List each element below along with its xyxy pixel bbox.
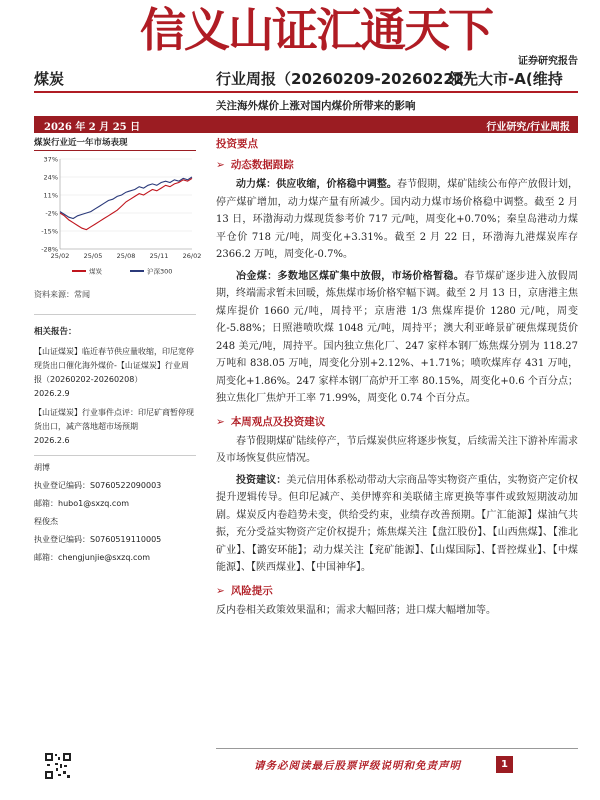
y-tick-label: 24% xyxy=(43,173,58,182)
right-column xyxy=(216,136,578,619)
footer-divider xyxy=(216,748,578,749)
paragraph-body: 美元信用体系松动带动大宗商品等实物资产重估，实物资产定价权提升逻辑传导。但印尼减产、美伊博弈和美联储主席更换等事件或致短期波动加剧。煤炭反内卷趋势未变，供给受约束，业绩存改善预期。【广汇能源】煤油气共振，充分受益实物资产定价权提升；炼焦煤关注【盘江股份】、【山西焦煤】、【淮北矿业】、【潞安环能】；动力煤关注【兖矿能源】、【山煤国际】、【晋控煤业】、【中煤能源】、【陕西煤业】、【中国神华】。 xyxy=(216,474,579,573)
analyst-cert: 执业登记编码：S0760522090003 xyxy=(34,481,162,490)
related-report-2-date: 2026.2.6 xyxy=(34,436,70,445)
sector-label: 煤炭 xyxy=(34,70,65,88)
investment-highlights-heading: 投资要点 xyxy=(216,138,258,150)
paragraph-lead: 冶金煤：多数地区煤矿集中放假，市场价格暂稳。 xyxy=(236,270,465,282)
analyst-cert: 执业登记编码：S0760519110005 xyxy=(34,535,162,544)
related-reports-title: 相关报告： xyxy=(34,327,77,337)
x-tick-label: 26/02 xyxy=(182,252,202,260)
x-tick-label: 25/05 xyxy=(83,252,103,260)
section-dynamic-data xyxy=(216,157,578,172)
y-tick-label: -15% xyxy=(41,227,58,236)
page-number: 1 xyxy=(496,756,513,773)
paragraph-met-coal xyxy=(216,268,578,408)
paragraph-lead: 投资建议： xyxy=(236,474,287,486)
x-tick-label: 25/11 xyxy=(149,252,169,260)
analyst-name: 程俊杰 xyxy=(34,517,58,526)
date-bar xyxy=(34,116,578,133)
report-date: 2026 年 2 月 25 日 xyxy=(44,122,141,133)
x-tick-label: 25/08 xyxy=(116,252,136,260)
paragraph-body: 春节假期，煤矿陆续公布停产放假计划，停产煤矿增加，动力煤产量有所减少。国内动力煤市场价格稳中调整。截至 2 月 13 日，环渤海动力煤现货参考价 717 元/吨，周变化+0.70%；秦皇岛港动力煤平仓价 718 元/吨，周变化+3.31%。截至 2 月 22 日，环渤海九港煤炭库存 2366.2 万吨，周变化-0.7%。 xyxy=(216,179,579,260)
disclaimer-text: 请务必阅读最后股票评级说明和免责声明 xyxy=(254,760,461,772)
paragraph-investment-advice xyxy=(216,472,578,577)
analyst-block xyxy=(34,462,196,564)
y-tick-label: 11% xyxy=(43,191,58,200)
x-tick-label: 25/02 xyxy=(50,252,70,260)
analyst-name: 胡博 xyxy=(34,463,50,472)
report-title: 行业周报（20260209-20260222） xyxy=(216,70,480,88)
performance-chart xyxy=(34,153,202,281)
section-risk xyxy=(216,583,578,598)
related-report-1-date: 2026.2.9 xyxy=(34,389,70,398)
logo-text: 信义山证汇通天下 xyxy=(140,3,492,57)
triangle-bullet-icon: ➢ xyxy=(216,415,225,428)
section-title: 风险提示 xyxy=(230,584,273,597)
chart-source: 资料来源：常闻 xyxy=(34,290,90,299)
section-title: 动态数据跟踪 xyxy=(230,159,294,171)
related-report-1[interactable]: 【山证煤炭】临近春节供应量收缩，印尼宽停现货出口催化海外煤价-【山证煤炭】行业周报（20260202-20260208） xyxy=(34,347,194,384)
legend-label: 沪深300 xyxy=(147,267,173,276)
analyst-divider xyxy=(34,455,196,456)
chart-heading: 煤炭行业近一年市场表现 xyxy=(34,136,196,151)
y-tick-label: -2% xyxy=(45,209,58,218)
analyst-email[interactable]: 邮箱：hubo1@sxzq.com xyxy=(34,499,130,508)
legend-label: 煤炭 xyxy=(89,267,102,276)
rating-label: 领先大市-A(维持 xyxy=(448,70,563,88)
y-tick-label: 37% xyxy=(43,155,58,164)
left-column xyxy=(34,136,202,564)
paragraph-outlook: 春节假期煤矿陆续停产，节后煤炭供应将逐步恢复，后续需关注下游补库需求及市场恢复供应情况。 xyxy=(216,435,578,464)
paragraph-thermal-coal xyxy=(216,176,578,264)
header-divider xyxy=(34,91,578,93)
section-title: 本周观点及投资建议 xyxy=(230,415,326,428)
paragraph-lead: 动力煤：供应收缩，价格稳中调整。 xyxy=(236,179,397,190)
analyst-email[interactable]: 邮箱：chengjunjie@sxzq.com xyxy=(34,553,151,562)
qr-code-icon xyxy=(44,752,72,780)
series-line-2 xyxy=(60,177,192,219)
report-subtitle: 关注海外煤价上涨对国内煤价所带来的影响 xyxy=(216,100,416,112)
series-line-1 xyxy=(60,178,192,229)
report-type-label: 证券研究报告 xyxy=(518,56,578,67)
triangle-bullet-icon: ➢ xyxy=(216,584,225,597)
paragraph-risk: 反内卷相关政策效果温和；需求大幅回落；进口煤大幅增加等。 xyxy=(216,604,496,616)
triangle-bullet-icon: ➢ xyxy=(216,159,225,171)
chart-container xyxy=(34,153,202,285)
y-tick-label: -28% xyxy=(41,245,58,254)
report-category: 行业研究/行业周报 xyxy=(486,122,570,133)
related-report-2[interactable]: 【山证煤炭】行业事件点评：印尼矿商暂停现货出口，减产落地超市场预期 xyxy=(34,408,194,431)
left-divider xyxy=(34,314,196,315)
section-views xyxy=(216,414,578,429)
paragraph-body: 春节煤矿逐步进入放假周期，终端需求暂未回暖，炼焦煤市场价格窄幅下调。截至 2 月 13 日，京唐港主焦煤库提价 1660 元/吨，周持平；京唐港 1/3 焦煤库提价 1280 元/吨，周变化-5.88%；日照港喷吹煤 1048 元/吨，周持平；澳大利亚峰景矿硬焦煤现货价 248 美元/吨，周持平。国内独立焦化厂、247 家样本钢厂炼焦煤分别为 118.27 万吨和 838.05 万吨，周变化分别+2.12%、+1.71%；喷吹煤库存 431 万吨，周变化+1.86%。247 家样本钢厂高炉开工率 80.15%，周变化+0.6 个百分点；独立焦化厂焦炉开工率 71.99%，周变化 0.74 个百分点。 xyxy=(216,270,578,404)
